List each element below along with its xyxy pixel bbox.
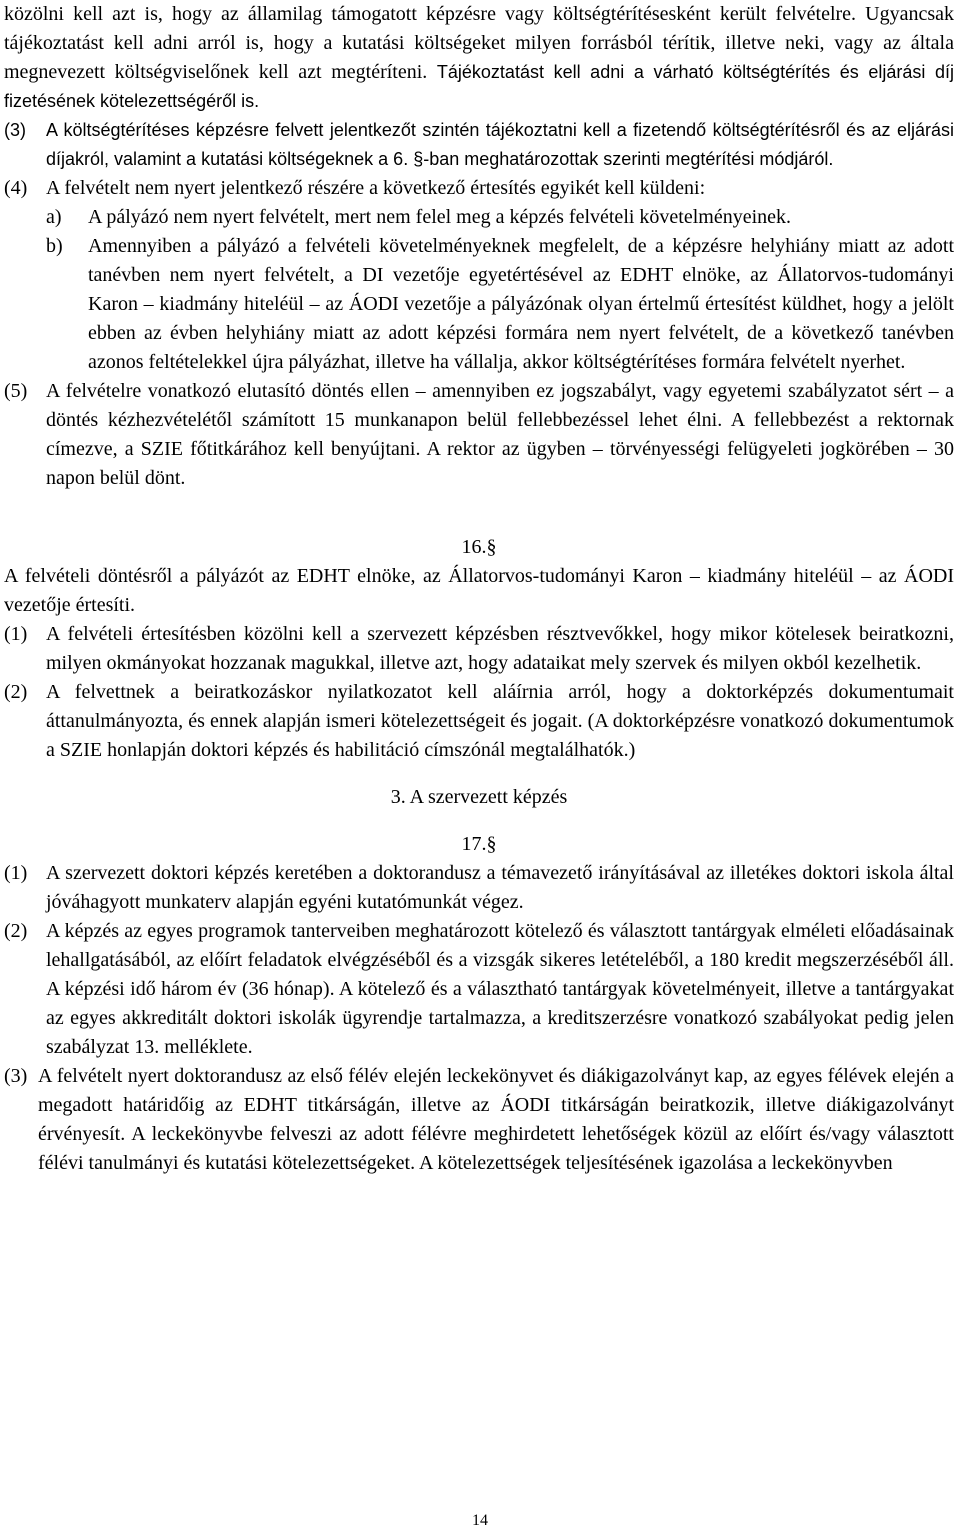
paragraph-number: (1) <box>4 862 28 884</box>
paragraph-text: A felvételi értesítésben közölni kell a szervezett képzésben résztvevőkkel, hogy mikor kötelesek beiratkozni, milyen okmányokat hozzanak magukkal, illetve azt, hogy adataikat mely szervek és milyen okból kezelhetik. <box>46 623 954 674</box>
paragraph-number: (2) <box>4 681 28 703</box>
subitem-text: A pályázó nem nyert felvételt, mert nem felel meg a képzés felvételi követelményeinek. <box>88 206 792 228</box>
paragraph-17-3 <box>4 1062 954 1178</box>
paragraph-15-5 <box>4 377 954 493</box>
paragraph-16-1 <box>4 620 954 678</box>
paragraph-15-3 <box>4 116 954 174</box>
paragraph-number: (5) <box>4 380 28 402</box>
section-heading-16: 16.§ <box>461 536 497 558</box>
section-heading-17: 17.§ <box>461 833 497 855</box>
section-16-lead: A felvételi döntésről a pályázót az EDHT elnöke, az Állatorvos-tudományi Karon – kiadmány hiteléül – az ÁODI vezetője értesíti. <box>4 565 954 616</box>
paragraph-text: A felvételt nem nyert jelentkező részére a következő értesítés egyikét kell küldeni: <box>46 177 706 199</box>
subitem-label: b) <box>46 235 63 257</box>
paragraph-number: (3) <box>4 1065 28 1087</box>
paragraph-text: A képzés az egyes programok tanterveiben meghatározott kötelező és választott tantárgyak elméleti előadásainak lehallgatásából, az előírt feladatok elvégzéséből és a vizsgák sikeres letételéből, a 180 kredit megszerzéséből áll. A képzési idő három év (36 hónap). A kötelező és a választható tantárgyak követelményeit, illetve a tantárgyakat az egyes akkreditált doktori iskolák ügyrendje tartalmazza, a kreditszerzésre vonatkozó szabályokat pedig jelen szabályzat 13. melléklete. <box>46 920 954 1058</box>
paragraph-text: A költségtérítéses képzésre felvett jelentkezőt szintén tájékoztatni kell a fizetendő költségtérítésről és az eljárási díjakról, valamint a kutatási költségeknek a 6. §-ban meghatározottak szerinti megtérítési módjáról. <box>46 120 954 169</box>
intro-paragraph <box>4 0 954 116</box>
paragraph-number: (1) <box>4 623 28 645</box>
subitem-label: a) <box>46 206 62 228</box>
intro-text: közölni kell azt is, hogy az államilag támogatott képzésre vagy költségtérítésesként került felvételre. Ugyancsak tájékoztatást kell adni arról is, hogy a kutatási költségeket milyen forrásból térítik, illetve neki, vagy az általa megnevezett költségviselőnek kell azt megtéríteni. <box>4 3 954 83</box>
paragraph-17-1 <box>4 859 954 917</box>
paragraph-15-4 <box>4 174 954 203</box>
subitem-a <box>4 203 954 232</box>
paragraph-16-2 <box>4 678 954 765</box>
paragraph-number: (4) <box>4 177 28 199</box>
paragraph-text: A felvettnek a beiratkozáskor nyilatkozatot kell aláírnia arról, hogy a doktorképzés dokumentumait áttanulmányozta, és ennek alapján ismeri kötelezettségeit és jogait. (A doktorképzésre vonatkozó dokumentumok a SZIE honlapján doktori képzés és habilitáció címszónál megtalálhatók.) <box>46 681 954 761</box>
paragraph-17-2 <box>4 917 954 1062</box>
paragraph-number: (2) <box>4 920 28 942</box>
subitem-text: Amennyiben a pályázó a felvételi követelményeknek megfelelt, de a képzésre helyhiány miatt az adott tanévben nem nyert felvételt, a DI vezetője egyetértésével az EDHT elnöke, az Állatorvos-tudományi Karon – kiadmány hiteléül – az ÁODI vezetője a pályázónak olyan értelmű értesítést küldhet, hogy a jelölt ebben az évben helyhiány miatt az adott képzési formára nem nyert felvételt, de a következő tanévben azonos feltételekkel újra pályázhat, illetve ha vállalja, akkor költségtérítéses formára felvételt nyerhet. <box>88 235 954 373</box>
subitem-b <box>4 232 954 377</box>
paragraph-text: A felvételt nyert doktorandusz az első félév elején leckekönyvet és diákigazolványt kap, az egyes félévek elején a megadott határidőig az EDHT titkárságán, illetve az ÁODI titkárságán beiratkozik, illetve diákigazolványt érvényesít. A leckekönyvbe felveszi az adott félévre meghirdetett lehetőségek közül az előírt és/vagy választott félévi tanulmányi és kutatási kötelezettségeket. A kötelezettségek teljesítésének igazolása a leckekönyvben <box>38 1065 954 1174</box>
intro-cost-notice: Tájékoztatást kell adni a várható költségtérítés és eljárási díj fizetésének kötelezettségéről is. <box>4 62 955 111</box>
paragraph-text: A szervezett doktori képzés keretében a doktorandusz a témavezető irányításával az illetékes doktori iskola által jóváhagyott munkaterv alapján egyéni kutatómunkát végez. <box>46 862 954 913</box>
page-number: 14 <box>472 1512 488 1529</box>
chapter-title: 3. A szervezett képzés <box>390 786 568 808</box>
paragraph-number: (3) <box>4 120 26 140</box>
paragraph-text: A felvételre vonatkozó elutasító döntés ellen – amennyiben ez jogszabályt, vagy egyetemi szabályzatot sért – a döntés kézhezvételétől számított 15 munkanapon belül fellebbezéssel lehet élni. A fellebbezést a rektornak címezve, a SZIE főtitkárához kell benyújtani. A rektor az ügyben – törvényességi felügyeleti jogkörében – 30 napon belül dönt. <box>46 380 954 489</box>
